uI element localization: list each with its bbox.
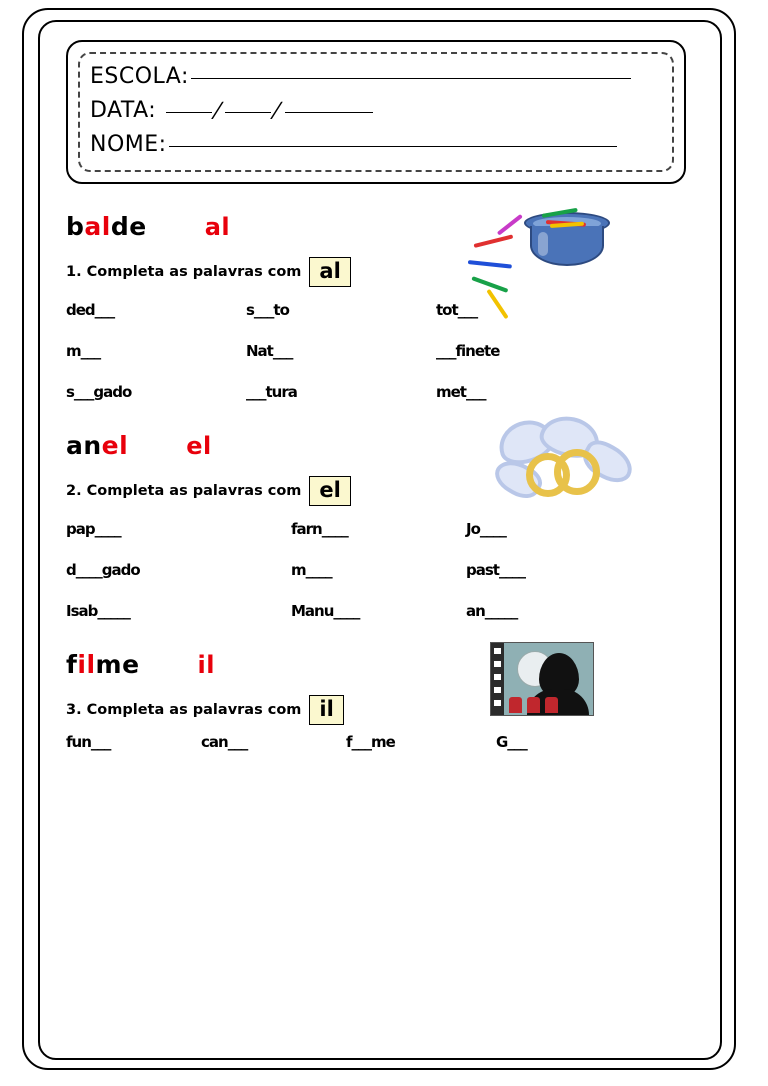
word-blank[interactable]: Jo____ [466,520,506,539]
data-slash-1: / [209,98,226,122]
data-field[interactable] [90,98,373,123]
film-hole [494,648,501,654]
word-blank[interactable]: farn____ [291,520,348,539]
escola-rule [191,78,631,79]
word-blank[interactable]: Nat___ [246,342,293,361]
word-blank[interactable]: m____ [291,561,332,580]
film-hole [494,674,501,680]
wedding-rings-with-ribbon-image [456,415,666,525]
data-slash-2: / [269,98,285,122]
film-hole [494,700,501,706]
word-blank[interactable]: Isab_____ [66,602,130,621]
instruction-2-text: 2. Completa as palavras com [66,483,302,500]
data-rule-year [285,112,373,113]
exercise-grid-el [66,520,706,620]
syllable-al: al [204,213,231,241]
word-blank[interactable]: f___me [346,733,395,752]
word-blank[interactable]: can___ [201,733,248,752]
instruction-3-text: 3. Completa as palavras com [66,702,302,719]
word-blank[interactable]: d____gado [66,561,140,580]
word-blank[interactable]: past____ [466,561,525,580]
chip-el: el [309,476,350,506]
section-al [66,212,706,401]
word-balde: balde [66,212,147,241]
data-rule-month [225,112,271,113]
chip-il: il [309,695,343,725]
instruction-1-text: 1. Completa as palavras com [66,264,302,281]
syllable-il: il [197,651,215,680]
film-hole [494,661,501,667]
cinema-seat [509,697,522,713]
ring-right [554,449,600,495]
word-anel: anel [66,431,129,461]
escola-label: ESCOLA: [90,64,189,89]
word-blank[interactable]: m___ [66,342,101,361]
worksheet-content [66,212,706,751]
word-blank[interactable]: pap____ [66,520,121,539]
word-filme: filme [66,650,140,680]
word-blank[interactable]: G___ [496,733,527,752]
bucket-icon [524,212,610,270]
stick-blue [468,260,512,269]
chip-al: al [309,257,350,287]
film-hole [494,687,501,693]
cinema-seat [545,697,558,713]
cinema-icon [490,642,594,716]
cinema-seat [527,697,540,713]
word-blank[interactable]: ___tura [246,383,297,402]
word-blank[interactable]: s___to [246,301,289,320]
word-blank[interactable]: Manu____ [291,602,360,621]
nome-rule [169,146,617,147]
section-il [66,650,706,751]
nome-field[interactable] [90,132,617,157]
rings-icon [496,419,626,511]
word-blank[interactable]: met___ [436,383,486,402]
exercise-grid-il [66,733,706,751]
word-blank[interactable]: fun___ [66,733,111,752]
section-el [66,431,706,620]
cinema-viewer-image [466,642,646,732]
bucket-body [530,226,604,266]
word-blank[interactable]: ded___ [66,301,115,320]
word-blank[interactable]: an_____ [466,602,518,621]
stick-purple [497,214,523,236]
stick-red [474,234,514,248]
nome-label: NOME: [90,132,167,157]
data-label: DATA: [90,98,157,123]
word-blank[interactable]: s___gado [66,383,132,402]
page-inner-border [38,20,722,1060]
bucket-with-sticks-image [466,202,666,322]
student-info-header [66,40,686,184]
data-rule-day [166,112,212,113]
stick-yellow [486,289,508,319]
word-blank[interactable]: ___finete [436,342,500,361]
word-blank[interactable]: tot___ [436,301,478,320]
escola-field[interactable] [90,64,631,89]
syllable-el: el [186,432,212,461]
